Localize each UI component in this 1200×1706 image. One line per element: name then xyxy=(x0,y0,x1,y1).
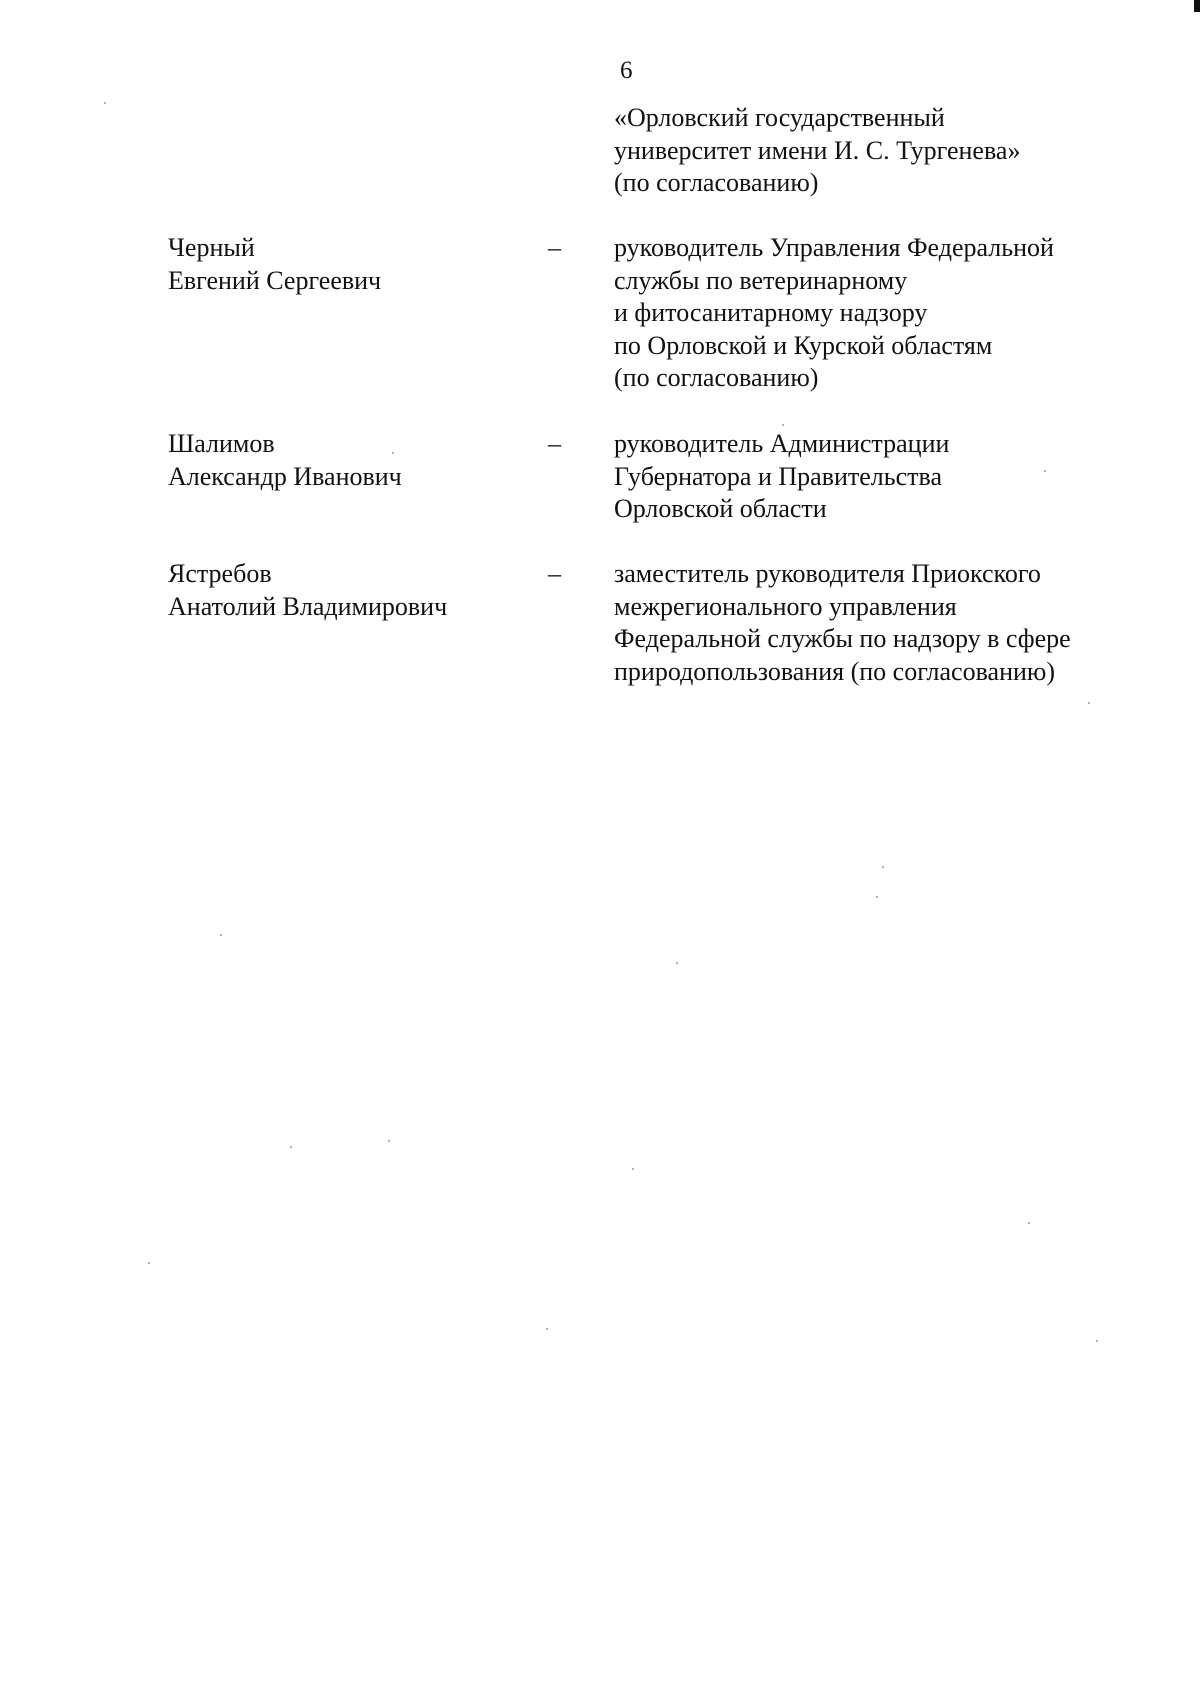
dash-separator: – xyxy=(548,233,561,262)
scan-speck xyxy=(388,1140,390,1142)
page-number: 6 xyxy=(620,57,633,84)
position-line: Федеральной службы по надзору в сфере xyxy=(614,624,1071,653)
dash-separator: – xyxy=(548,559,561,588)
scan-speck xyxy=(104,102,106,104)
member-name xyxy=(168,558,447,623)
dash-separator: – xyxy=(548,429,561,458)
position-line: природопользования (по согласованию) xyxy=(614,656,1055,686)
scan-speck xyxy=(546,1328,548,1330)
position-line: руководитель Управления Федеральной xyxy=(614,233,1054,262)
position-line: университет имени И. С. Тургенева» xyxy=(614,135,1021,165)
member-surname: Черный xyxy=(168,233,255,262)
scan-speck xyxy=(882,866,884,868)
scan-speck xyxy=(290,1146,292,1148)
member-surname: Шалимов xyxy=(168,429,275,458)
scan-speck xyxy=(1028,1222,1030,1224)
continued-position-text xyxy=(614,102,1020,200)
member-position xyxy=(614,232,1054,395)
member-given-names: Евгений Сергеевич xyxy=(168,265,382,295)
position-line: «Орловский государственный xyxy=(614,103,945,132)
position-line: (по согласованию) xyxy=(614,363,819,392)
position-line: и фитосанитарному надзору xyxy=(614,298,928,327)
member-position xyxy=(614,428,949,526)
member-name xyxy=(168,232,381,297)
position-line: Губернатора и Правительства xyxy=(614,461,942,491)
member-name xyxy=(168,428,402,493)
position-line: службы по ветеринарному xyxy=(614,265,908,295)
scan-speck xyxy=(632,1168,634,1170)
position-line: по Орловской и Курской областям xyxy=(614,330,993,360)
scan-speck xyxy=(1044,470,1046,472)
member-position xyxy=(614,558,1071,688)
member-given-names: Анатолий Владимирович xyxy=(168,591,448,621)
scan-edge-mark xyxy=(1194,0,1200,12)
scan-speck xyxy=(782,424,784,426)
scan-speck xyxy=(220,934,222,936)
scan-speck xyxy=(1088,702,1090,704)
scan-speck xyxy=(876,896,878,898)
member-given-names: Александр Иванович xyxy=(168,461,402,491)
position-line: (по согласованию) xyxy=(614,168,819,197)
scan-speck xyxy=(676,962,678,964)
position-line: руководитель Администрации xyxy=(614,429,950,458)
scan-speck xyxy=(392,452,394,454)
member-surname: Ястребов xyxy=(168,559,272,588)
scan-speck xyxy=(148,1262,150,1264)
scan-speck xyxy=(1096,1340,1098,1342)
position-line: Орловской области xyxy=(614,494,827,523)
position-line: межрегионального управления xyxy=(614,591,957,621)
position-line: заместитель руководителя Приокского xyxy=(614,559,1041,588)
